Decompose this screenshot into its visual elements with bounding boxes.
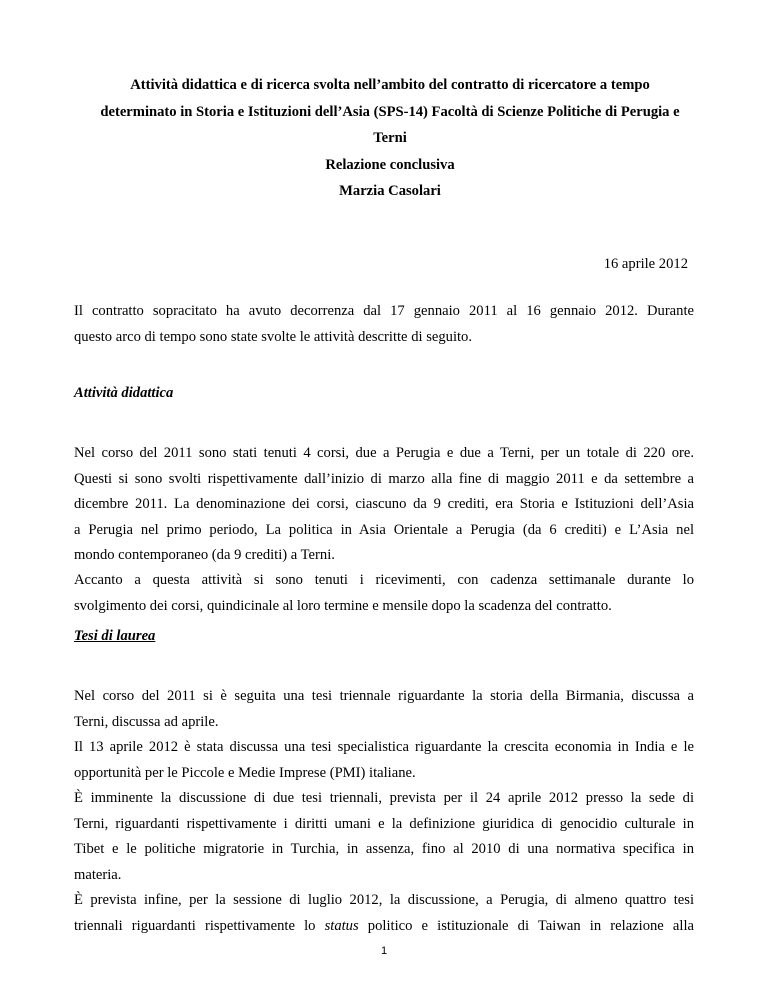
intro-paragraph: [74, 299, 694, 350]
text-line: Accanto a questa attività si sono tenuti i ricevimenti, con cadenza settimanale durante lo: [74, 572, 694, 588]
document-subtitle: Relazione conclusiva: [325, 156, 455, 173]
text-line-mixed: [74, 914, 694, 940]
page-number: 1: [380, 945, 388, 957]
text-line: a Perugia nel primo periodo, La politica in Asia Orientale a Perugia (da 6 crediti) e L’Asia nel: [74, 521, 694, 538]
text-line: materia.: [74, 866, 122, 883]
document-author: Marzia Casolari: [339, 183, 441, 199]
tesi-paragraph-1: [74, 684, 694, 735]
text-line: È prevista infine, per la sessione di luglio 2012, la discussione, a Perugia, di almeno quattro tesi: [74, 892, 694, 908]
document-title-block: [88, 72, 692, 205]
text-line: Terni, discussa ad aprile.: [74, 713, 219, 730]
tesi-paragraph-2: [74, 735, 694, 786]
text-run: triennali riguardanti rispettivamente lo: [74, 917, 325, 934]
text-line: Nel corso del 2011 sono stati tenuti 4 corsi, due a Perugia e due a Terni, per un totale di 220 ore.: [74, 445, 694, 461]
title-line: Attività didattica e di ricerca svolta nell’ambito del contratto di ricercatore a tempo: [130, 77, 650, 93]
text-line: Il 13 aprile 2012 è stata discussa una tesi specialistica riguardante la crescita economia in India e le: [74, 739, 694, 755]
text-line: Questi si sono svolti rispettivamente dall’inizio di marzo alla fine di maggio 2011 e da settembre a: [74, 470, 694, 487]
tesi-paragraph-4: [74, 888, 694, 939]
title-line: Terni: [373, 130, 407, 146]
text-line: questo arco di tempo sono state svolte le attività descritte di seguito.: [74, 328, 472, 345]
tesi-paragraph-3: [74, 786, 694, 888]
text-line: Nel corso del 2011 si è seguita una tesi triennale riguardante la storia della Birmania, discussa a: [74, 688, 694, 704]
text-line: Tibet e le politiche migratorie in Turchia, in assenza, fino al 2010 di una normativa specifica in: [74, 841, 694, 857]
didattica-paragraph-1: [74, 441, 694, 569]
didattica-paragraph-2: [74, 568, 694, 619]
title-line: determinato in Storia e Istituzioni dell’Asia (SPS-14) Facoltà di Scienze Politiche di Perugia e: [100, 103, 680, 120]
text-run: politico e istituzionale di Taiwan in relazione alla: [358, 917, 694, 934]
document-date: 16 aprile 2012: [603, 256, 688, 272]
italic-term: status: [324, 917, 359, 934]
text-line: È imminente la discussione di due tesi triennali, prevista per il 24 aprile 2012 presso la sede di: [74, 790, 694, 806]
section-heading-didattica: Attività didattica: [74, 385, 174, 401]
text-line: Terni, riguardanti rispettivamente i diritti umani e la definizione giuridica di genocidio culturale in: [74, 815, 694, 832]
text-line: svolgimento dei corsi, quindicinale al loro termine e mensile dopo la scadenza del contratto.: [74, 597, 612, 614]
text-line: mondo contemporaneo (da 9 crediti) a Terni.: [74, 547, 335, 563]
section-heading-tesi: Tesi di laurea: [74, 628, 156, 644]
text-line: dicembre 2011. La denominazione dei corsi, ciascuno da 9 crediti, era Storia e Istituzioni dell’Asia: [74, 496, 694, 512]
text-line: Il contratto sopracitato ha avuto decorrenza dal 17 gennaio 2011 al 16 gennaio 2012. Durante: [74, 303, 694, 319]
text-line: opportunità per le Piccole e Medie Imprese (PMI) italiane.: [74, 764, 416, 781]
